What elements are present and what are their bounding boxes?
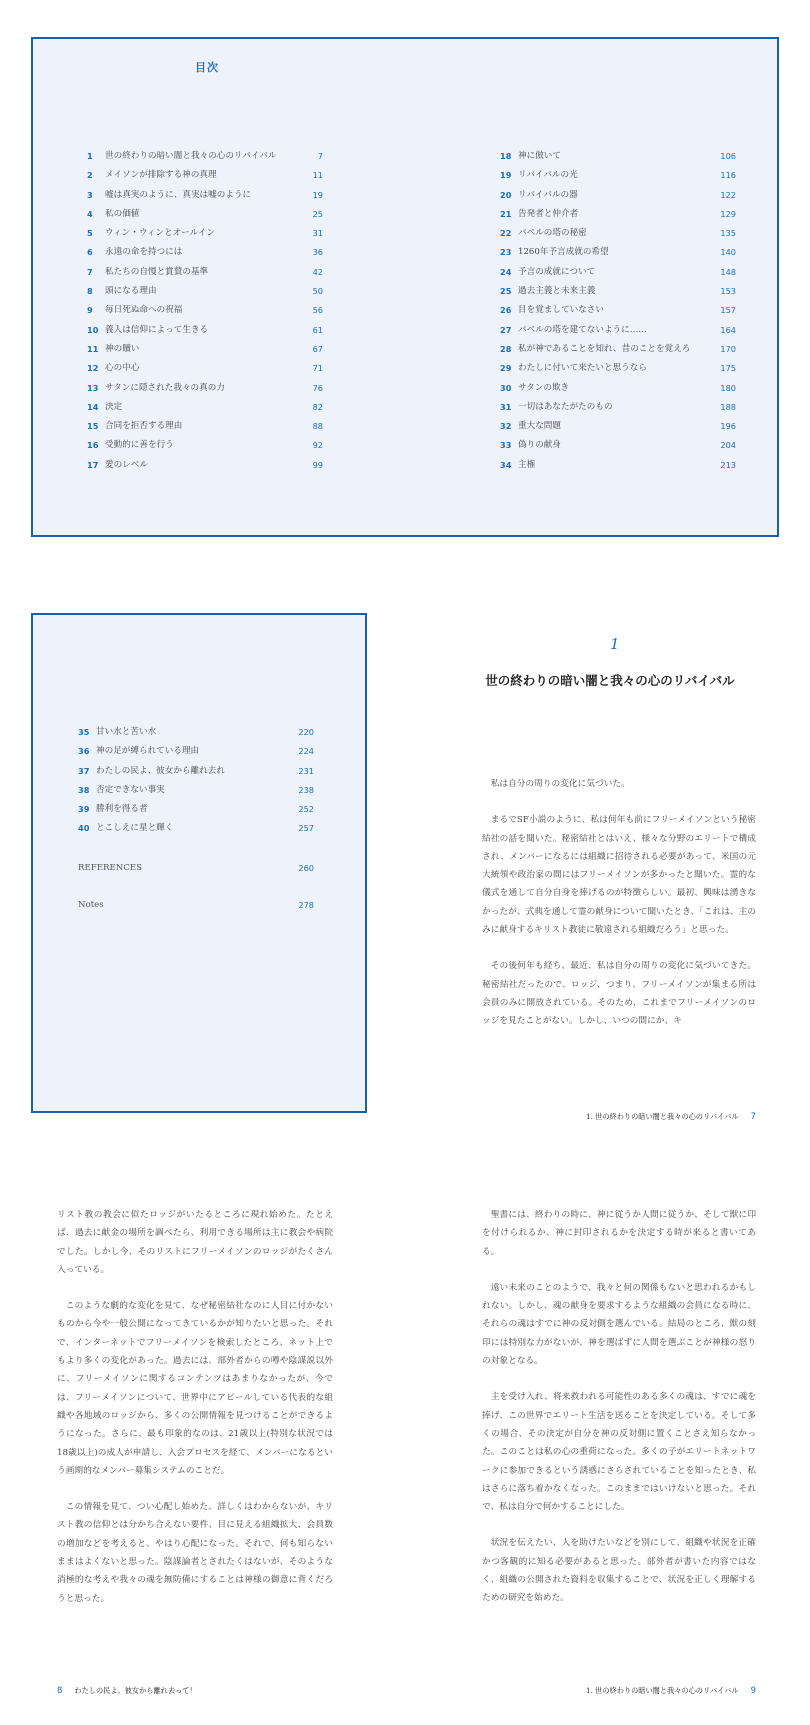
toc-entry-page: 196 — [720, 421, 736, 432]
toc-entry-label: 嘘は真実のように、真実は嘘のように — [105, 189, 252, 200]
toc-entry-page: 25 — [312, 208, 323, 219]
running-header: 1. 世の終わりの暗い闇と我々の心のリバイバル — [586, 1112, 739, 1121]
toc-entry-label: サタンに隠された我々の真の力 — [105, 382, 225, 393]
toc-entry-label: 義人は信仰によって生きる — [105, 324, 209, 335]
toc-entry[interactable] — [78, 723, 314, 742]
toc-entry-page: 252 — [298, 804, 314, 815]
toc-entry[interactable] — [500, 379, 736, 398]
toc-entry-label: 一切はあなたがたのもの — [518, 401, 613, 412]
toc-continued-column — [78, 723, 314, 839]
toc-entry-number: 4 — [87, 208, 93, 219]
toc-entry-number: 33 — [500, 440, 512, 451]
toc-entry-number: 2 — [87, 170, 93, 181]
toc-entry-page: 19 — [312, 189, 323, 200]
toc-entry-page: 56 — [312, 305, 323, 316]
toc-entry[interactable] — [500, 417, 736, 436]
toc-entry-label: わたしに付いて来たいと思うなら — [518, 363, 647, 374]
toc-entry-label: 永遠の命を持つには — [105, 247, 183, 258]
toc-entry[interactable] — [87, 147, 323, 166]
toc-entry-number: 30 — [500, 382, 512, 393]
toc-notes — [78, 900, 314, 914]
toc-entry-label: 神の足が縛られている理由 — [96, 746, 200, 757]
toc-entry-number: 35 — [78, 727, 90, 737]
toc-entry-page: 106 — [720, 151, 736, 161]
toc-entry[interactable] — [87, 205, 323, 224]
toc-entry-number: 27 — [500, 324, 512, 335]
toc-entry[interactable] — [500, 301, 736, 320]
toc-entry-page: 140 — [720, 247, 736, 258]
toc-entry-page: 36 — [312, 247, 323, 258]
paragraph: その後何年も経ち、最近、私は自分の周りの変化に気づいてきた。秘密結社だったので、ロッジ、つまり、フリーメイソンが集まる所は会員のみに開放されている。そのため、これまでフリーメイソンのロッジを見たことがない。しかし、いつの間にか、キ — [482, 961, 756, 1027]
toc-entry-label: 過去主義と未来主義 — [518, 286, 596, 297]
toc-left-column — [87, 147, 323, 475]
toc-entry-label: とこしえに星と輝く — [96, 823, 174, 834]
toc-entry[interactable] — [500, 224, 736, 243]
toc-entry-page: 71 — [312, 363, 323, 374]
toc-entry-page: 257 — [298, 823, 314, 834]
toc-entry-number: 40 — [78, 823, 90, 834]
toc-entry-number: 15 — [87, 421, 99, 432]
toc-entry-page: 82 — [312, 401, 323, 412]
toc-entry-label: 神の贖い — [105, 343, 140, 354]
toc-entry-page: 116 — [720, 170, 736, 181]
toc-entry-label: 決定 — [105, 401, 123, 412]
toc-entry-label: 予言の成就について — [518, 266, 596, 277]
toc-entry-label: 1260年予言成就の希望 — [518, 247, 609, 258]
page-8-footer — [57, 1686, 197, 1696]
toc-entry-page: 61 — [312, 324, 323, 335]
running-header: 1. 世の終わりの暗い闇と我々の心のリバイバル — [586, 1686, 739, 1695]
chapter-number: 1 — [610, 635, 620, 653]
toc-entry-page: 99 — [312, 459, 323, 470]
toc-entry[interactable] — [500, 456, 736, 475]
paragraph: 遠い未来のことのようで、我々と何の関係もないと思われるかもしれない。しかし、魂の献身を要求するような組織の会員になる時に、それらの魂はすでに神の反対側を選んでいる。結局のところ、獣の刻印には特別な力がないが、神を選ばずに人間を選ぶことが神様の怒りの対象となる。 — [482, 1282, 756, 1367]
toc-entry-label: 目を覚ましていなさい — [518, 305, 604, 316]
toc-entry[interactable] — [87, 282, 323, 301]
toc-entry[interactable] — [87, 379, 323, 398]
toc-entry-page: 220 — [298, 727, 314, 737]
toc-entry[interactable] — [500, 321, 736, 340]
toc-entry-label: リバイバルの器 — [518, 189, 578, 200]
page-9-body — [482, 1206, 756, 1626]
toc-entry[interactable] — [87, 166, 323, 185]
toc-entry-label: 重大な問題 — [518, 421, 561, 432]
toc-entry[interactable] — [87, 186, 323, 205]
toc-entry-label: 勝利を得る者 — [96, 804, 148, 815]
toc-entry-number: 18 — [500, 151, 512, 161]
toc-entry-number: 14 — [87, 401, 99, 412]
paragraph: 状況を伝えたい、人を助けたいなどを別にして、組織や状況を正確かつ客観的に知る必要があると思った。部外者が書いた内容ではなく、組織の公開された資料を収集することで、状況を正しく理解するための研究を始めた。 — [482, 1538, 756, 1604]
toc-entry-number: 19 — [500, 170, 512, 181]
page-8-body — [57, 1206, 333, 1626]
toc-entry-label: 受動的に善を行う — [105, 440, 174, 451]
toc-entry[interactable] — [87, 417, 323, 436]
toc-entry-label: 告発者と仲介者 — [518, 208, 579, 219]
toc-entry[interactable] — [500, 166, 736, 185]
paragraph: 聖書には、終わりの時に、神に従うか人間に従うか、そして獣に印を付けられるか、神に封印されるかを決定する時が来ると書いてある。 — [482, 1210, 756, 1257]
toc-entry-number: 3 — [87, 189, 93, 200]
toc-entry-page: 170 — [720, 343, 736, 354]
toc-title: 目次 — [195, 61, 219, 74]
toc-entry[interactable] — [87, 436, 323, 455]
toc-entry[interactable] — [500, 359, 736, 378]
toc-entry-page: 129 — [720, 208, 736, 219]
toc-entry[interactable] — [87, 224, 323, 243]
toc-entry-page: 11 — [312, 170, 323, 181]
toc-entry[interactable] — [87, 398, 323, 417]
toc-entry-number: 32 — [500, 421, 512, 432]
toc-entry-number: 31 — [500, 401, 512, 412]
toc-entry-label: わたしの民よ、彼女から離れ去れ — [96, 765, 225, 776]
toc-entry-page: 50 — [312, 286, 323, 297]
toc-entry-page: 153 — [720, 286, 736, 297]
page-7-footer — [586, 1112, 756, 1122]
toc-entry-page: 164 — [720, 324, 736, 335]
references-label: REFERENCES — [78, 863, 142, 873]
toc-entry[interactable] — [87, 359, 323, 378]
toc-entry-number: 16 — [87, 440, 99, 451]
toc-entry[interactable] — [87, 243, 323, 262]
toc-entry[interactable] — [78, 742, 314, 761]
toc-entry-number: 6 — [87, 247, 93, 258]
toc-entry-number: 26 — [500, 305, 512, 316]
toc-entry-page: 31 — [312, 228, 323, 239]
toc-entry-label: 神に倣いて — [518, 151, 561, 161]
toc-entry-label: 甘い水と苦い水 — [96, 727, 157, 737]
toc-entry-label: 偽りの献身 — [518, 440, 561, 451]
toc-entry-label: メイソンが排除する神の真理 — [105, 170, 217, 181]
toc-entry[interactable] — [500, 340, 736, 359]
toc-entry-label: 頭になる理由 — [105, 286, 157, 297]
toc-panel — [31, 37, 779, 537]
toc-entry[interactable] — [78, 762, 314, 781]
toc-entry[interactable] — [500, 205, 736, 224]
toc-right-column — [500, 147, 736, 475]
toc-entry-label: 私の価値 — [105, 208, 140, 219]
toc-entry-number: 20 — [500, 189, 512, 200]
toc-entry-number: 28 — [500, 343, 512, 354]
toc-entry[interactable] — [87, 321, 323, 340]
toc-entry-page: 7 — [317, 151, 323, 161]
paragraph: この情報を見て、つい心配し始めた。詳しくはわからないが、キリスト教の信仰とは分かち合えない要件、目に見える組織拡大、会員数の増加などを考えると、やはり心配になった。それで、何も知らないままはよくないと思った。陰謀論者とされたくはないが、そのような消極的な考えや我々の魂を無防備にすることは神様の御意に背くだろうと思った。 — [57, 1502, 333, 1604]
toc-entry-label: バベルの塔を建てないように…… — [518, 324, 647, 335]
toc-entry-label: リバイバルの光 — [518, 170, 578, 181]
toc-entry-page: 88 — [312, 421, 323, 432]
toc-entry[interactable] — [500, 398, 736, 417]
toc-entry[interactable] — [500, 282, 736, 301]
toc-entry-page: 175 — [720, 363, 736, 374]
toc-entry-page: 238 — [298, 784, 314, 795]
chapter-title: 世の終わりの暗い闇と我々の心のリバイバル — [485, 673, 735, 688]
toc-entry-page: 157 — [720, 305, 736, 316]
toc-entry-label: サタンの欺き — [518, 382, 570, 393]
toc-entry[interactable] — [78, 800, 314, 819]
toc-entry-label: 私が神であることを知れ、昔のことを覚えろ — [518, 343, 691, 354]
toc-entry-number: 7 — [87, 266, 93, 277]
page-number: 7 — [750, 1112, 756, 1122]
toc-entry-label: 私たちの自慢と賞賛の基準 — [105, 266, 209, 277]
toc-entry-label: 主権 — [518, 459, 536, 470]
paragraph: このような劇的な変化を見て、なぜ秘密結社なのに人目に付かないものから今や一般公開になってきているかが知りたいと思った。それで、インターネットでフリーメイソンを検索したところ、ネット上でもより多くの変化があった。過去には、部外者からの噂や陰謀説以外に、フリーメイソンに関するコンテンツはあまりなかったが、今では、フリーメイソンについて、世界中にアピールしている代表的な組織や各地域のロッジから、多くの公開情報を見つけることができるようになった。さらに、最も印象的なのは、21歳以上(特別な状況では18歳以上)の成人が申請し、入会プロセスを経て、メンバーになるという画期的なメンバー募集システムのことだ。 — [57, 1301, 333, 1476]
toc-entry-number: 11 — [87, 343, 99, 354]
notes-page: 278 — [298, 900, 314, 910]
toc-entry-label: 愛のレベル — [105, 459, 148, 470]
toc-entry[interactable] — [78, 781, 314, 800]
toc-entry-number: 17 — [87, 459, 99, 470]
paragraph: 私は自分の周りの変化に気づいた。 — [490, 779, 630, 789]
toc-entry-page: 122 — [720, 189, 736, 200]
toc-entry-page: 188 — [720, 401, 736, 412]
toc-entry-number: 34 — [500, 459, 512, 470]
toc-entry-number: 37 — [78, 765, 90, 776]
toc-entry-number: 1 — [87, 151, 93, 161]
toc-entry-number: 39 — [78, 804, 90, 815]
toc-entry-number: 5 — [87, 228, 93, 239]
toc-entry-page: 148 — [720, 266, 736, 277]
notes-label: Notes — [78, 900, 104, 910]
toc-entry-page: 224 — [298, 746, 314, 757]
toc-entry[interactable] — [87, 301, 323, 320]
toc-entry[interactable] — [78, 819, 314, 838]
paragraph: 主を受け入れ、将来救われる可能性のある多くの魂は、すでに魂を捧げ、この世界でエリート生活を送ることを決定している。そして多くの場合、その決定が自分を神の反対側に置くことさえ知らなかった。このことは私の心の重荷になった。多くの子がエリートネットワークに参加できるという誘惑にさらされていることを知ったとき、私はさらに落ち着かなくなった。このままではいけないと思った。それで、私は自分で何かすることにした。 — [482, 1392, 756, 1513]
toc-entry-number: 29 — [500, 363, 512, 374]
toc-entry-number: 36 — [78, 746, 90, 757]
toc-entry-label: バベルの塔の秘密 — [518, 228, 587, 239]
toc-entry-page: 213 — [720, 459, 736, 470]
toc-entry[interactable] — [87, 456, 323, 475]
toc-entry-label: 否定できない事実 — [96, 784, 165, 795]
toc-entry-number: 12 — [87, 363, 99, 374]
toc-entry-page: 204 — [720, 440, 736, 451]
page-number: 8 — [57, 1686, 63, 1696]
toc-continued-panel — [31, 613, 367, 1113]
toc-entry[interactable] — [500, 243, 736, 262]
toc-references — [78, 863, 314, 877]
toc-entry-page: 76 — [312, 382, 323, 393]
toc-entry-number: 8 — [87, 286, 93, 297]
toc-entry-page: 92 — [312, 440, 323, 451]
paragraph: リスト教の教会に似たロッジがいたるところに現れ始めた。たとえば、過去に献金の場所を調べたら、利用できる場所は主に教会や病院でした。しかし今、そのリストにフリーメイソンのロッジがたくさん入っている。 — [57, 1210, 333, 1275]
toc-entry-number: 22 — [500, 228, 512, 239]
page-9-footer — [586, 1686, 756, 1696]
toc-entry-number: 25 — [500, 286, 512, 297]
toc-entry-label: 合同を拒否する理由 — [105, 421, 183, 432]
toc-entry-page: 67 — [312, 343, 323, 354]
toc-entry-number: 10 — [87, 324, 99, 335]
page-7-body — [482, 775, 756, 1049]
page-number: 9 — [750, 1686, 756, 1696]
toc-entry-label: 世の終わりの暗い闇と我々の心のリバイバル — [105, 151, 277, 161]
toc-entry-page: 135 — [720, 228, 736, 239]
references-page: 260 — [298, 863, 314, 873]
toc-entry[interactable] — [87, 263, 323, 282]
toc-entry-label: 心の中心 — [105, 363, 140, 374]
toc-entry-number: 21 — [500, 208, 512, 219]
paragraph: まるでSF小説のように、私は何年も前にフリーメイソンという秘密結社の話を聞いた。秘密結社とはいえ、様々な分野のエリートで構成され、メンバーになるには組織に招待される必要があって、米国の元大統領や政治家の間にはフリーメイソンが多かったと聞いた。霊的な儀式を通して自分自身を捧げるのが特徴らしい。最初、興味は湧きなかったが、式典を通して霊の献身について聞いたとき、「これは、主のみに献身するキリスト教徒に敬遠される組織だろう」と思った。 — [482, 815, 756, 936]
toc-entry-label: ウィン・ウィンとオールイン — [105, 228, 216, 239]
toc-entry-number: 24 — [500, 266, 512, 277]
toc-entry-label: 毎日死ぬ命への祝福 — [105, 305, 183, 316]
toc-entry[interactable] — [500, 147, 736, 166]
toc-entry-page: 180 — [720, 382, 736, 393]
toc-entry-page: 231 — [298, 765, 314, 776]
toc-entry-number: 23 — [500, 247, 512, 258]
toc-entry-number: 38 — [78, 784, 90, 795]
running-header: わたしの民よ。彼女から離れ去って！ — [74, 1686, 197, 1695]
toc-entry-number: 13 — [87, 382, 99, 393]
toc-entry[interactable] — [500, 436, 736, 455]
toc-entry-number: 9 — [87, 305, 93, 316]
toc-entry[interactable] — [500, 186, 736, 205]
toc-entry[interactable] — [500, 263, 736, 282]
toc-entry-page: 42 — [312, 266, 323, 277]
toc-entry[interactable] — [87, 340, 323, 359]
